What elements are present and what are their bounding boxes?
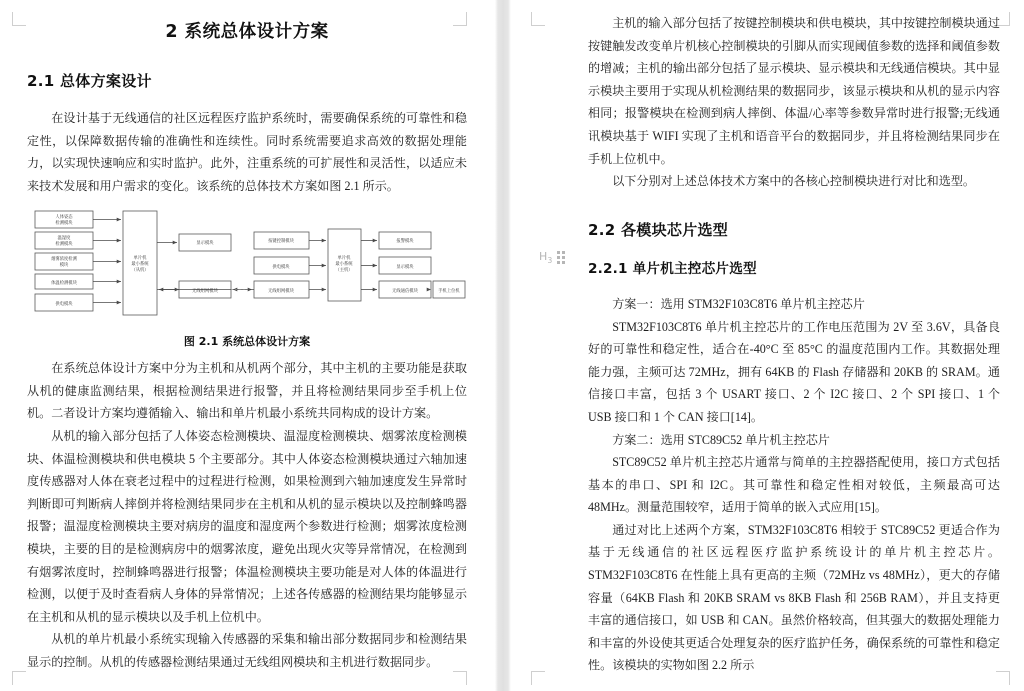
diagram-label-slave-input-2b: 模块 <box>59 262 69 268</box>
diagram-label-host-mcu-0: 单片机 <box>337 255 351 261</box>
drag-handle-icon[interactable] <box>557 251 565 264</box>
diagram-label-host-input-2: 无线组网模块 <box>268 288 294 294</box>
crop-mark-top-left-right-page <box>531 12 545 26</box>
page-gutter <box>495 0 511 691</box>
diagram-label-terminal: 手机上位机 <box>438 288 460 294</box>
crop-mark-bottom-left-right-page <box>531 671 545 685</box>
section-heading-2-2-1: 2.2.1 单片机主控芯片选型 <box>588 261 757 278</box>
diagram-label-slave-output-0: 显示模块 <box>196 240 214 246</box>
paragraph-option-two-detail: STC89C52 单片机主控芯片通常与简单的主控器搭配使用，接口方式包括基本的串口、SPI 和 I2C。其可靠性和稳定性相对较低，主频最高可达 48MHz。测量范围较窄，适用于简单的嵌入式应用[15]。 <box>588 455 1000 515</box>
page-title: 2 系统总体设计方案 <box>165 22 329 42</box>
diagram-label-host-output-0: 报警模块 <box>396 238 414 244</box>
diagram-label-slave-input-4: 供电模块 <box>55 301 73 307</box>
diagram-label-host-mcu-2: （主机） <box>335 267 353 273</box>
paragraph-option-two-title: 方案二：选用 STC89C52 单片机主控芯片 <box>612 432 830 447</box>
paragraph-after-figure-3: 从机的单片机最小系统实现输入传感器的采集和输出部分数据同步和检测结果显示的控制。从机的传感器检测结果通过无线组网模块和主机进行数据同步。 <box>27 632 467 669</box>
figure-caption: 图 2.1 系统总体设计方案 <box>183 334 311 348</box>
diagram-label-slave-input-1b: 检测模块 <box>55 241 73 247</box>
diagram-label-host-input-0: 按键控制模块 <box>268 238 294 244</box>
page-left <box>0 0 495 691</box>
diagram-label-host-input-1: 供电模块 <box>272 264 290 270</box>
crop-mark-bottom-left <box>12 671 26 685</box>
diagram-label-slave-input-2: 烟雾浓度检测 <box>51 256 77 262</box>
left-page-text-column <box>27 0 467 673</box>
diagram-label-host-output-1: 显示模块 <box>396 264 414 270</box>
paragraph-compare-intro: 以下分别对上述总体技术方案中的各核心控制模块进行对比和选型。 <box>612 174 976 189</box>
paragraph-intro: 在设计基于无线通信的社区远程医疗监护系统时，需要确保系统的可靠性和稳定性，以保障数据传输的准确性和连续性。同时系统需要追求高效的数据处理能力，以实现快速响应和实时监护。此外，注重系统的可扩展性和灵活性，以适应未来技术发展和用户需求的变化。该系统的总体技术方案如图 2.1 所示。 <box>27 111 467 193</box>
diagram-label-slave-input-1: 温湿度 <box>57 235 71 241</box>
paragraph-after-figure-1: 在系统总体设计方案中分为主机和从机两个部分，其中主机的主要功能是获取从机的健康监测结果，根据检测结果进行报警，并且将检测结果同步至手机上位机。二者设计方案均遵循输入、输出和单片机最小系统共同构成的设计方案。 <box>27 361 467 421</box>
diagram-label-slave-input-3: 体温检测模块 <box>51 280 77 286</box>
section-heading-2-2: 2.2 各模块芯片选型 <box>588 220 729 239</box>
paragraph-option-one-detail: STM32F103C8T6 单片机主控芯片的工作电压范围为 2V 至 3.6V，具备良好的可靠性和稳定性，适合在-40°C 至 85°C 的温度范围内工作。其数据处理能力强，主频可达 72MHz，拥有 64KB 的 Flash 存储器和 20KB 的 SRAM。通信接口丰富，包括 3 个 USART 接口、2 个 I2C 接口、2 个 SPI 接口、1 个 USB 接口和 1 个 CAN 接口[14]。 <box>588 319 1000 424</box>
section-heading-2-1: 2.1 总体方案设计 <box>27 71 152 90</box>
paragraph-comparison-conclusion: 通过对比上述两个方案，STM32F103C8T6 相较于 STC89C52 更适合作为基于无线通信的社区远程医疗监护系统设计的单片机主控芯片。STM32F103C8T6 在性能上具有更高的主频（72MHz vs 48MHz），更大的存储容量（64KB Flash 和 20KB SRAM vs 8KB Flash 和 256B RAM），并且支持更丰富的通信接口，如 USB 和 CAN。虽然价格较高，但其强大的数据处理能力和丰富的外设使其更适合处理复杂的医疗监护任务，确保系统的可靠性和稳定性。该模块的实物如图 2.2 所示 <box>588 522 1000 673</box>
diagram-label-host-output-2: 无线通信模块 <box>392 288 418 294</box>
page-right <box>511 0 1024 691</box>
diagram-label-slave-input-0b: 检测模块 <box>55 220 73 226</box>
crop-mark-top-left <box>12 12 26 26</box>
diagram-label-slave-mcu-1: 最小系统 <box>131 261 149 267</box>
diagram-label-slave-mcu-2: （从机） <box>131 267 149 273</box>
diagram-label-host-mcu-1: 最小系统 <box>335 261 353 267</box>
paragraph-host-description: 主机的输入部分包括了按键控制模块和供电模块，其中按键控制模块通过按键触发改变单片机核心控制模块的引脚从而实现阈值参数的选择和阈值参数的增减；主机的输出部分包括了显示模块、显示模块和无线通信模块。其中显示模块主要用于实现从机检测结果的数据同步，该显示模块和从机的显示内容相同；报警模块在检测到病人摔倒、体温/心率等参数异常时进行报警;无线通讯模块基于 WIFI 实现了主机和语音平台的数据同步，并且将检测结果同步在手机上位机中。 <box>588 16 1000 166</box>
diagram-label-slave-input-0: 人体姿态 <box>55 214 73 220</box>
diagram-label-slave-output-1: 无线组网模块 <box>192 288 218 294</box>
heading-outline-marker[interactable] <box>539 250 565 265</box>
paragraph-after-figure-2: 从机的输入部分包括了人体姿态检测模块、温湿度检测模块、烟雾浓度检测模块、体温检测模块和供电模块 5 个主要部分。其中人体姿态检测模块通过六轴加速度传感器对人体在衰老过程中的过程进行检测，如果检测到六轴加速度发生异常时判断即可判断病人摔倒并将检测结果同步在主机和从机的显示模块以及控制蜂鸣器报警；温湿度检测模块主要对病房的温度和湿度两个参数进行检测；烟雾浓度检测模块，主要的目的是检测病房中的烟雾浓度，避免出现火灾等异常情况，在检测到有烟雾浓度时，控制蜂鸣器进行报警；体温检测模块主要功能是对人体的体温进行检测，以便于及时查看病人身体的异常情况；上述各传感器的检测结果均能够显示在主机和从机的显示模块以及手机上位机中。 <box>27 428 467 624</box>
paragraph-option-one-title: 方案一：选用 STM32F103C8T6 单片机主控芯片 <box>612 296 865 311</box>
figure-2-1-block-diagram <box>27 207 467 325</box>
diagram-label-slave-mcu-0: 单片机 <box>133 255 147 261</box>
right-page-text-column <box>588 0 1000 677</box>
heading-level-label: $H_3$ <box>539 250 553 266</box>
